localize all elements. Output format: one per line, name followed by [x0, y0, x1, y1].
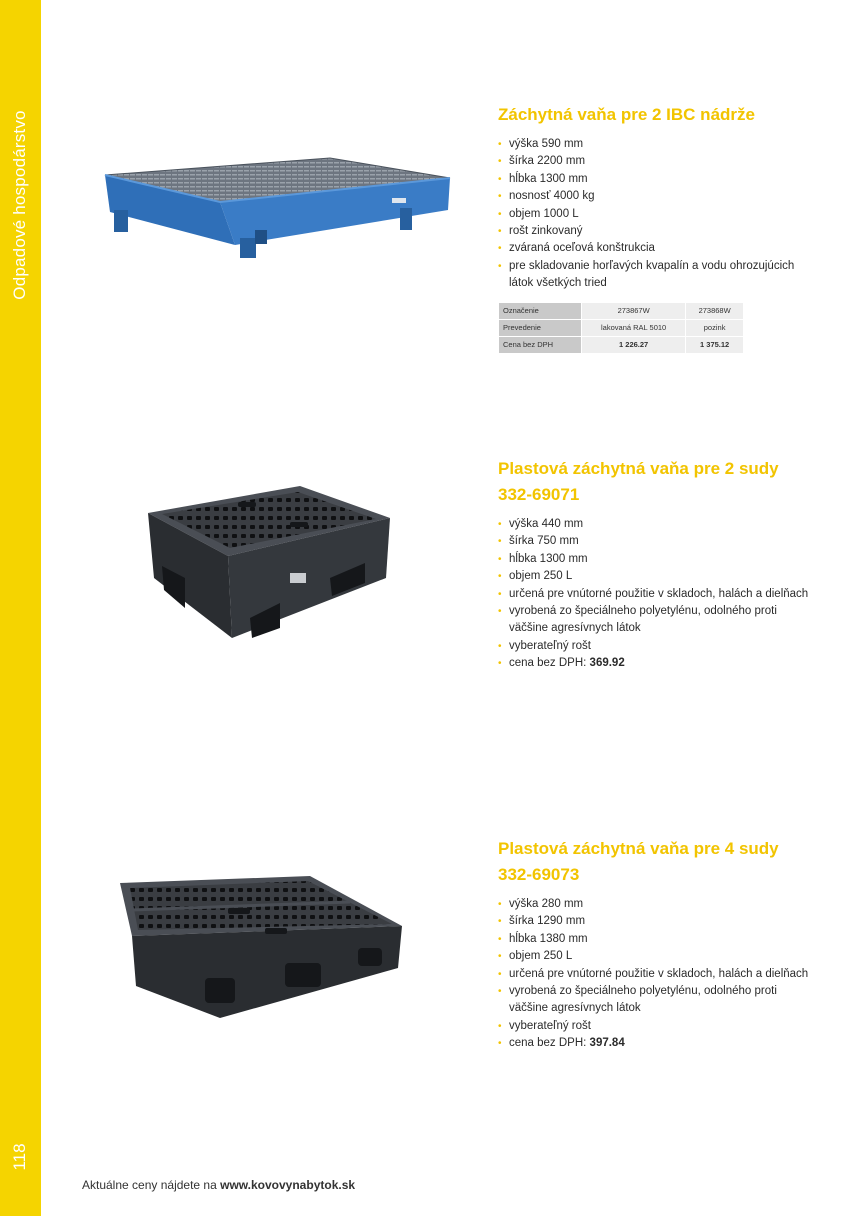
spec-item: • hĺbka 1380 mm [498, 931, 818, 948]
product-title [498, 102, 818, 128]
page-number: 118 [10, 1143, 29, 1171]
spec-item: • určená pre vnútorné použitie v skladoch, halách a dielňach [498, 586, 818, 603]
spec-item: • objem 1000 L [498, 206, 818, 223]
table-row [499, 336, 744, 353]
product-title [498, 836, 818, 888]
footer-text: Aktuálne ceny nájdete na [82, 1178, 221, 1192]
spec-item: • výška 590 mm [498, 136, 818, 153]
product-title-text: Plastová záchytná vaňa pre 4 sudy [498, 839, 779, 858]
spec-item: • pre skladovanie horľavých kvapalín a vodu ohrozujúcich látok všetkých tried [498, 258, 818, 293]
spec-item: • zváraná oceľová konštrukcia [498, 240, 818, 257]
product-code: 332-69073 [498, 865, 580, 884]
footer [82, 1178, 355, 1192]
spec-list [498, 516, 818, 673]
spec-item: • šírka 1290 mm [498, 913, 818, 930]
table-cell: pozink [686, 319, 744, 336]
spec-item: • vyrobená zo špeciálneho polyetylénu, odolného proti väčšine agresívnych látok [498, 603, 818, 638]
spec-item: • vyberateľný rošt [498, 1018, 818, 1035]
spec-list [498, 136, 818, 293]
spec-item: • hĺbka 1300 mm [498, 171, 818, 188]
price-label: cena bez DPH: [509, 657, 590, 670]
spec-item-price [498, 655, 818, 672]
price-label: cena bez DPH: [509, 1037, 590, 1050]
spec-item: • výška 440 mm [498, 516, 818, 533]
product-ibc-spill-pallet [498, 102, 818, 354]
spec-list [498, 896, 818, 1053]
product-4-drum-pallet [498, 836, 818, 1053]
section-title: Odpadové hospodárstvo [10, 110, 29, 300]
price-value: 397.84 [589, 1037, 625, 1050]
price-value: 369.92 [589, 657, 625, 670]
spec-item: • objem 250 L [498, 948, 818, 965]
spec-item: • šírka 2200 mm [498, 153, 818, 170]
product-title [498, 456, 818, 508]
price-table [498, 302, 744, 354]
spec-item: • určená pre vnútorné použitie v skladoch, halách a dielňach [498, 966, 818, 983]
spec-item: • rošt zinkovaný [498, 223, 818, 240]
black-2-drum-spill-pallet-image [140, 478, 395, 643]
product-2-drum-pallet [498, 456, 818, 673]
side-bar [0, 0, 41, 1216]
product-code: 332-69071 [498, 485, 580, 504]
table-row [499, 319, 744, 336]
black-4-drum-spill-pallet-image [110, 868, 410, 1028]
spec-item: • hĺbka 1300 mm [498, 551, 818, 568]
spec-item: • vyberateľný rošt [498, 638, 818, 655]
table-cell: Označenie [499, 302, 582, 319]
spec-item: • šírka 750 mm [498, 533, 818, 550]
spec-item: • výška 280 mm [498, 896, 818, 913]
spec-item: • nosnosť 4000 kg [498, 188, 818, 205]
table-cell: lakovaná RAL 5010 [582, 319, 686, 336]
table-cell: 273868W [686, 302, 744, 319]
blue-ibc-spill-pallet-image [100, 150, 460, 260]
table-cell: 273867W [582, 302, 686, 319]
spec-item: • objem 250 L [498, 568, 818, 585]
product-title-text: Plastová záchytná vaňa pre 2 sudy [498, 459, 779, 478]
table-cell: 1 226.27 [582, 336, 686, 353]
table-cell: Cena bez DPH [499, 336, 582, 353]
table-cell: 1 375.12 [686, 336, 744, 353]
table-cell: Prevedenie [499, 319, 582, 336]
website-link[interactable]: www.kovovynabytok.sk [220, 1178, 356, 1192]
product-title-text: Záchytná vaňa pre 2 IBC nádrže [498, 105, 755, 124]
table-row [499, 302, 744, 319]
spec-item-price [498, 1035, 818, 1052]
spec-item: • vyrobená zo špeciálneho polyetylénu, odolného proti väčšine agresívnych látok [498, 983, 818, 1018]
